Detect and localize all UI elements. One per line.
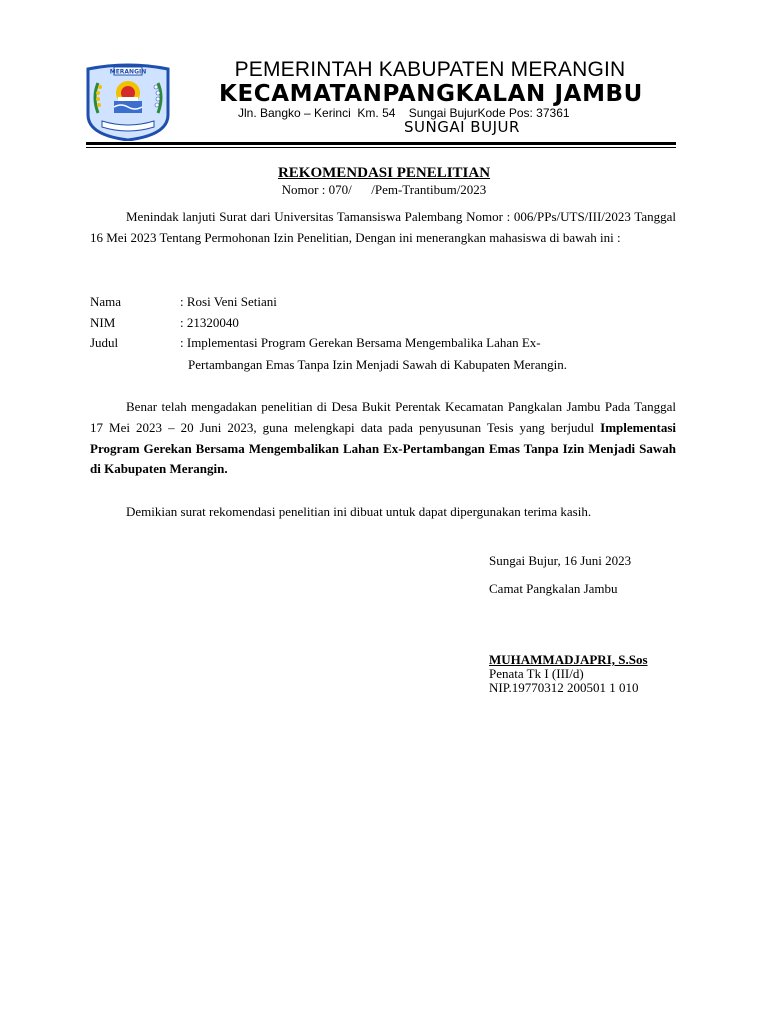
research-paragraph-text: Benar telah mengadakan penelitian di Desa Bukit Perentak Kecamatan Pangkalan Jambu Pada Tanggal 17 Mei 2023 – 20 Juni 2023, guna melengkapi data pada penyusunan Tesis yang berjudul	[90, 399, 676, 435]
closing-paragraph	[90, 502, 676, 523]
signatory-name: MUHAMMADJAPRI, S.Sos	[489, 652, 648, 667]
village-name: SUNGAI BUJUR	[404, 118, 520, 136]
office-address: Jln. Bangko – Kerinci Km. 54 Sungai BujurKode Pos: 37361	[238, 106, 570, 120]
title-label: Judul	[90, 335, 119, 350]
field-row-title	[90, 333, 541, 353]
government-title: PEMERINTAH KABUPATEN MERANGIN	[234, 58, 626, 81]
document-title: REKOMENDASI PENELITIAN	[277, 165, 491, 181]
signatory-nip: NIP.19770312 200501 1 010	[489, 680, 639, 695]
field-row-name	[90, 292, 277, 312]
header-divider-thick	[86, 142, 676, 145]
signatory-rank: Penata Tk I (III/d)	[489, 666, 584, 681]
research-paragraph	[90, 397, 676, 480]
signature-place-date: Sungai Bujur, 16 Juni 2023	[489, 553, 632, 568]
field-row-nim	[90, 313, 239, 333]
title-value-continuation: Pertambangan Emas Tanpa Izin Menjadi Sawah di Kabupaten Merangin.	[188, 357, 567, 372]
opening-paragraph	[90, 207, 676, 249]
thesis-title: Implementasi Program Gerekan Bersama Mengembalikan Lahan Ex-Pertambangan Emas Tanpa Izin Menjadi Sawah di Kabupaten Merangin.	[90, 419, 676, 477]
nim-value: : 21320040	[180, 315, 239, 330]
logo-text: MERANGIN	[109, 68, 147, 76]
signature-position: Camat Pangkalan Jambu	[489, 581, 618, 596]
document-number: Nomor : 070/ /Pem-Trantibum/2023	[281, 182, 487, 197]
title-value: : Implementasi Program Gerekan Bersama Mengembalika Lahan Ex-	[180, 335, 541, 350]
opening-paragraph-text: Menindak lanjuti Surat dari Universitas Tamansiswa Palembang Nomor : 006/PPs/UTS/III/2023 Tanggal 16 Mei 2023 Tentang Permohonan Izin Penelitian, Dengan ini menerangkan mahasiswa di bawah ini :	[90, 209, 676, 245]
nim-label: NIM	[90, 315, 116, 330]
district-logo	[84, 63, 172, 141]
name-value: : Rosi Veni Setiani	[180, 294, 277, 309]
header-divider-thin	[86, 147, 676, 148]
district-title: KECAMATANPANGKALAN JAMBU	[219, 81, 643, 107]
closing-paragraph-text: Demikian surat rekomendasi penelitian ini dibuat untuk dapat dipergunakan terima kasih.	[126, 504, 592, 519]
name-label: Nama	[90, 294, 122, 309]
